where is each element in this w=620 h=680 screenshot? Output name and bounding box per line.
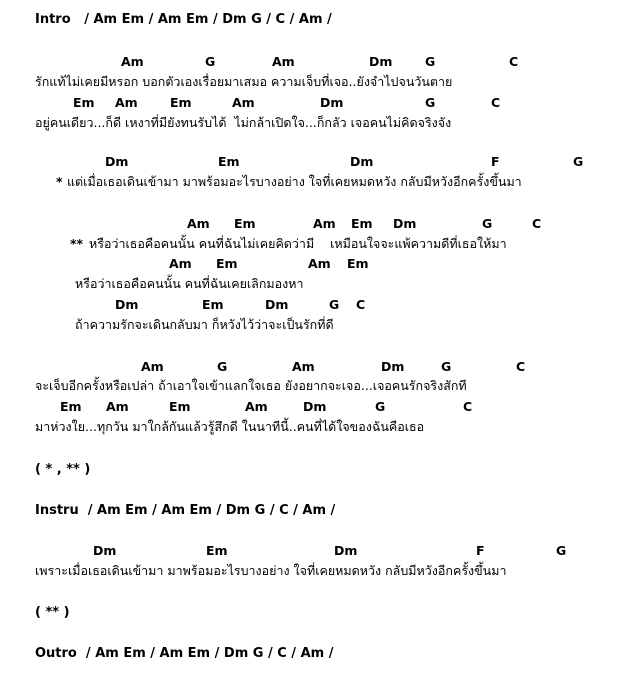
lyric-line: รักแท้ไม่เคยมีหรอก บอกตัวเองเรื่อยมาเสมอ ความเจ็บที่เจอ..ยังจำไปจนวันตาย (35, 74, 453, 89)
chord: F (491, 154, 500, 169)
section-marker: ** (70, 236, 84, 251)
chord: Em (206, 543, 228, 558)
chord: Am (169, 256, 192, 271)
chord: C (491, 95, 501, 110)
chord: Dm (303, 399, 327, 414)
chord: Am (106, 399, 129, 414)
chord: Dm (350, 154, 374, 169)
chord: G (441, 359, 452, 374)
chord: Am (115, 95, 138, 110)
repeat-marker: ( ** ) (35, 605, 70, 620)
chord: Dm (93, 543, 117, 558)
chord: C (516, 359, 526, 374)
chord: Am (187, 216, 210, 231)
chord: Dm (265, 297, 289, 312)
repeat-marker: ( * , ** ) (35, 462, 91, 477)
chord: G (556, 543, 567, 558)
chord: C (509, 54, 519, 69)
lyric-line: จะเจ็บอีกครั้งหรือเปล่า ถ้าเอาใจเข้าแลกใจเธอ ยังอยากจะเจอ...เจอคนรักจริงสักที (35, 378, 467, 393)
chord: C (532, 216, 542, 231)
chord: Em (60, 399, 82, 414)
chord: Dm (381, 359, 405, 374)
chord: Dm (393, 216, 417, 231)
chord: Am (232, 95, 255, 110)
lyric-line: หรือว่าเธอคือคนนั้น คนที่ฉันเคยเลิกมองหา (75, 276, 304, 291)
lyric-line: มาห่วงใย...ทุกวัน มาใกล้กันแล้วรู้สึกดี ในนาทีนี้..คนที่ได้ใจของฉันคือเธอ (35, 419, 425, 434)
chord: Em (169, 399, 191, 414)
chord: Am (313, 216, 336, 231)
chord: Am (141, 359, 164, 374)
intro-line: Intro / Am Em / Am Em / Dm G / C / Am / (35, 12, 332, 27)
chord: Dm (369, 54, 393, 69)
chord: Am (308, 256, 331, 271)
chord: Am (272, 54, 295, 69)
chord: C (463, 399, 473, 414)
lyric-line: ถ้าความรักจะเดินกลับมา ก็หวังไว้ว่าจะเป็นรักที่ดี (75, 317, 334, 332)
chord: G (329, 297, 340, 312)
chord: Dm (105, 154, 129, 169)
chord: Dm (320, 95, 344, 110)
chord: G (425, 95, 436, 110)
chord: Am (292, 359, 315, 374)
chord: Am (121, 54, 144, 69)
chord: Em (351, 216, 373, 231)
chord: G (205, 54, 216, 69)
chord: Dm (334, 543, 358, 558)
outro-line: Outro / Am Em / Am Em / Dm G / C / Am / (35, 646, 334, 661)
lyric-line: อยู่คนเดียว...ก็ดี เหงาที่มียังทนรับได้ ไม่กล้าเปิดใจ...ก็กลัว เจอคนไม่คิดจริงจัง (35, 115, 452, 130)
chord: Em (216, 256, 238, 271)
chord: G (425, 54, 436, 69)
chord: F (476, 543, 485, 558)
chord: Em (218, 154, 240, 169)
chord: G (375, 399, 386, 414)
instru-line: Instru / Am Em / Am Em / Dm G / C / Am / (35, 503, 336, 518)
lyric-line: เพราะเมื่อเธอเดินเข้ามา มาพร้อมอะไรบางอย่าง ใจที่เคยหมดหวัง กลับมีหวังอีกครั้งขึ้นมา (35, 563, 507, 578)
chord: Em (73, 95, 95, 110)
chord: G (573, 154, 584, 169)
chord: Em (234, 216, 256, 231)
lyric-line: หรือว่าเธอคือคนนั้น คนที่ฉันไม่เคยคิดว่ามี เหมือนใจจะแพ้ความดีที่เธอให้มา (89, 236, 507, 251)
chord: G (217, 359, 228, 374)
chord: Em (170, 95, 192, 110)
chord: Dm (115, 297, 139, 312)
chord: Em (347, 256, 369, 271)
section-marker: * (56, 174, 63, 189)
chord: Em (202, 297, 224, 312)
lyric-line: แต่เมื่อเธอเดินเข้ามา มาพร้อมอะไรบางอย่าง ใจที่เคยหมดหวัง กลับมีหวังอีกครั้งขึ้นมา (67, 174, 522, 189)
chord: C (356, 297, 366, 312)
chord: Am (245, 399, 268, 414)
chord: G (482, 216, 493, 231)
